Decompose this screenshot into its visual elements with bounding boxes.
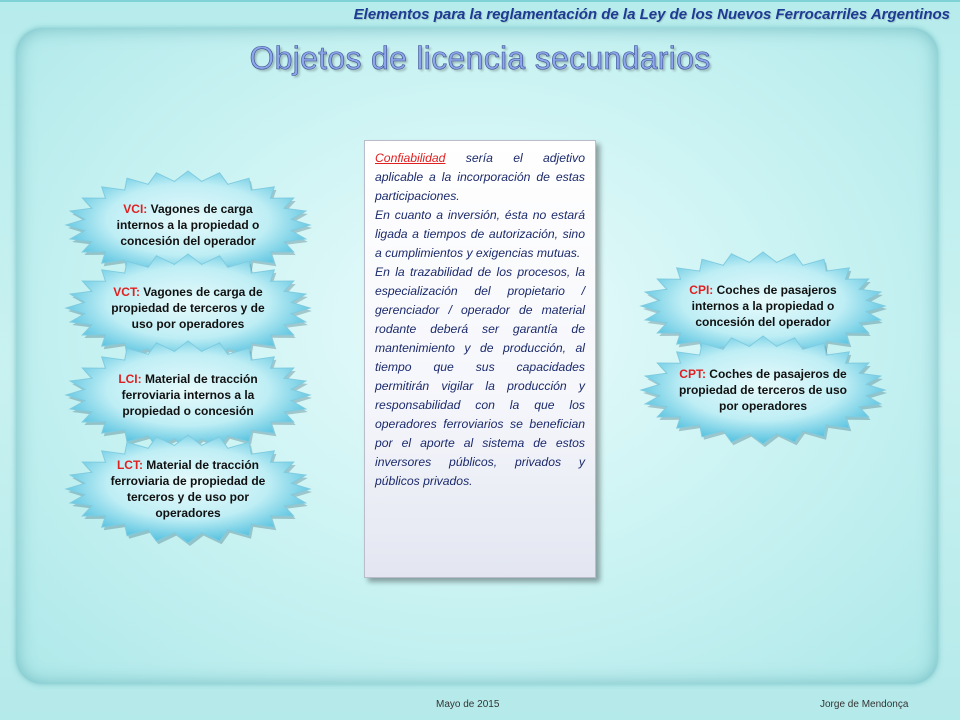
header-title: Elementos para la reglamentación de la Ley de los Nuevos Ferrocarriles Argentinos (353, 6, 950, 23)
item-description: Vagones de carga de propiedad de terceros y de uso por operadores (111, 285, 265, 331)
code-label: LCT: (116, 458, 143, 472)
item-description: Vagones de carga internos a la propiedad o concesión del operador (116, 202, 260, 248)
item-description: Material de tracción ferroviaria internos a la propiedad o concesión (121, 372, 258, 418)
burst-label (678, 335, 848, 445)
footer-author: Jorge de Mendonça (820, 699, 909, 710)
paragraph-2: En cuanto a inversión, ésta no estará ligada a tiempos de autorización, sino a cumplimientos y exigencias mutuas. (375, 208, 585, 260)
paragraph-1-rest: sería el adjetivo aplicable a la incorporación de estas participaciones. (375, 151, 585, 203)
center-text-box (364, 140, 596, 578)
item-description: Material de tracción ferroviaria de propiedad de terceros y de uso por operadores (110, 458, 266, 520)
item-description: Coches de pasajeros internos a la propiedad o concesión del operador (691, 283, 837, 329)
footer-date: Mayo de 2015 (436, 699, 500, 710)
highlight-word: Confiabilidad (375, 151, 446, 165)
burst-label (103, 434, 273, 544)
paragraph-3: En la trazabilidad de los procesos, la especialización del propietario / gerenciador / operador de material rodante deberá ser garantía de mantenimiento y de producción, al tiempo que sus capacidades permitirán vigilar la producción y responsabilidad con la que los operadores ferroviarios se benefician por el aporte al sistema de estos inversores públicos, privados y públicos privados. (375, 265, 585, 488)
code-label: VCI: (123, 202, 148, 216)
code-label: CPT: (679, 367, 706, 381)
burst-lct (63, 434, 313, 544)
code-label: CPI: (689, 283, 714, 297)
page-title: Objetos de licencia secundarios (249, 40, 711, 76)
item-description: Coches de pasajeros de propiedad de terceros de uso por operadores (678, 367, 848, 413)
paragraph-1 (375, 149, 585, 206)
code-label: LCI: (118, 372, 142, 386)
code-label: VCT: (113, 285, 140, 299)
burst-cpt (638, 335, 888, 445)
